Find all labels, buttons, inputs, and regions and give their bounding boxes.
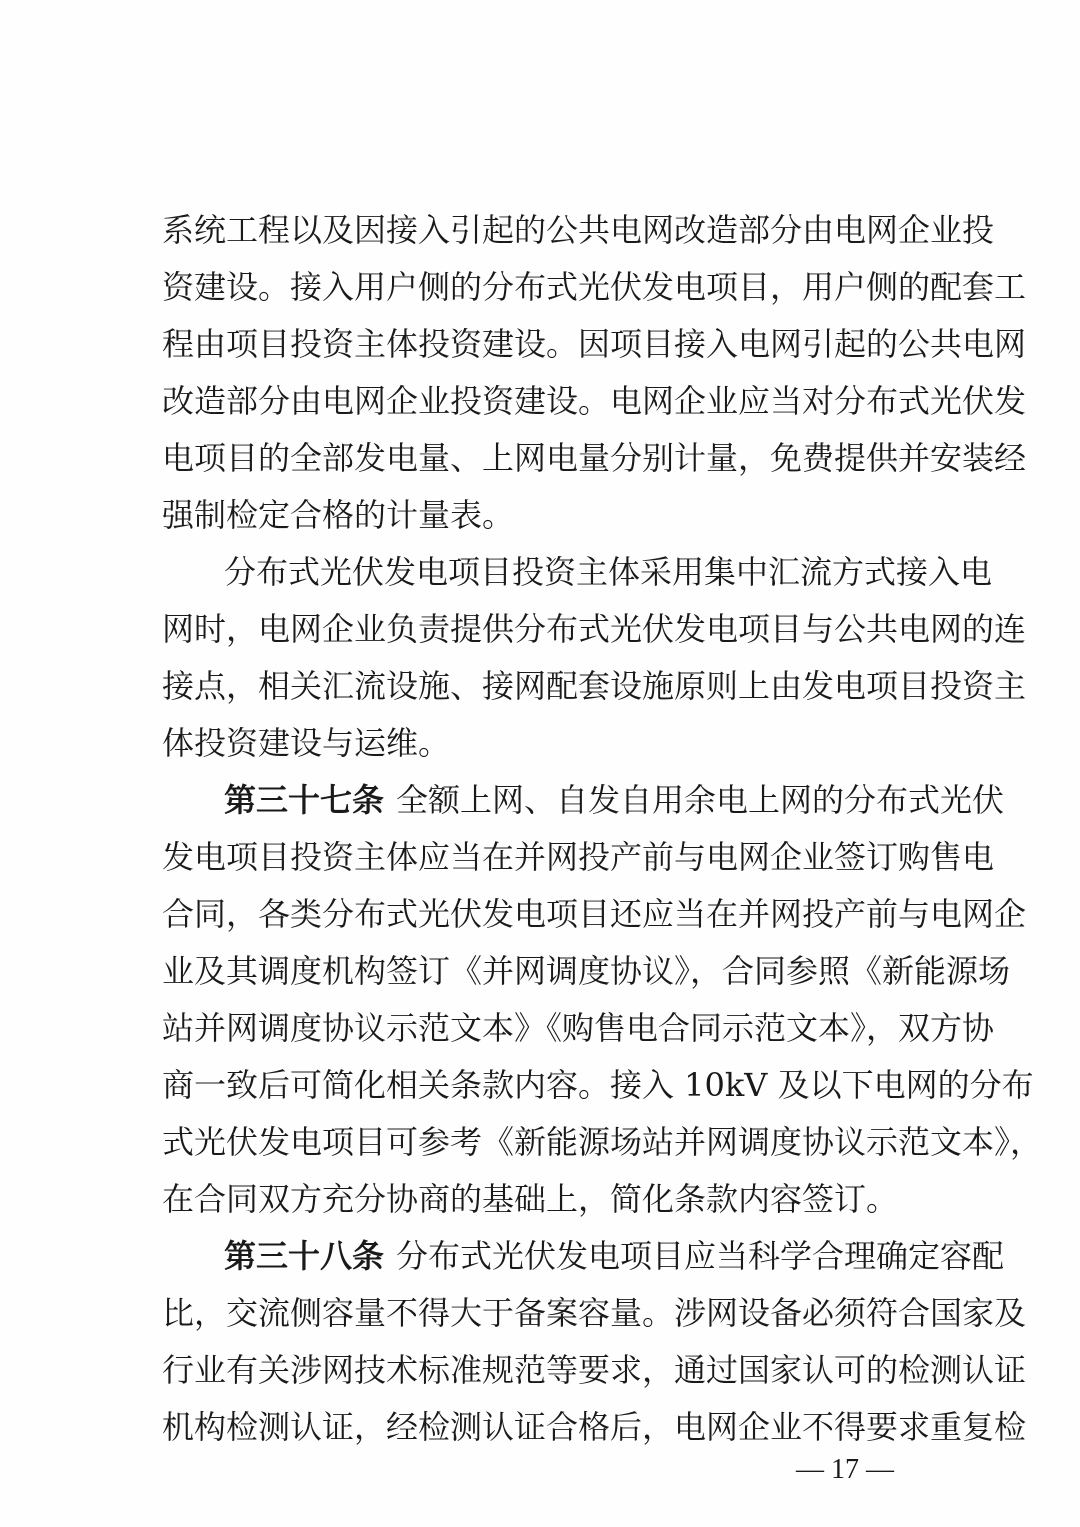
text-line: 机构检测认证，经检测认证合格后，电网企业不得要求重复检 bbox=[162, 1408, 1027, 1446]
text-line: 业及其调度机构签订《并网调度协议》，合同参照《新能源场 bbox=[162, 952, 1011, 990]
paragraph-first-line: 分布式光伏发电项目投资主体采用集中汇流方式接入电 bbox=[224, 553, 993, 591]
text-line: 资建设。接入用户侧的分布式光伏发电项目，用户侧的配套工 bbox=[162, 268, 1027, 306]
text-line: 网时，电网企业负责提供分布式光伏发电项目与公共电网的连 bbox=[162, 610, 1027, 648]
page-number: — 17 — bbox=[796, 1454, 894, 1485]
text-line: 电项目的全部发电量、上网电量分别计量，免费提供并安装经 bbox=[162, 439, 1027, 477]
text-line: 改造部分由电网企业投资建设。电网企业应当对分布式光伏发 bbox=[162, 382, 1027, 420]
text-line: 系统工程以及因接入引起的公共电网改造部分由电网企业投 bbox=[162, 211, 995, 249]
document-body bbox=[162, 202, 1043, 1456]
text-line: 行业有关涉网技术标准规范等要求，通过国家认可的检测认证 bbox=[162, 1351, 1027, 1389]
text-line: 站并网调度协议示范文本》《购售电合同示范文本》，双方协 bbox=[162, 1009, 995, 1047]
article-38-first-line bbox=[162, 1228, 1005, 1285]
article-37-text: 全额上网、自发自用余电上网的分布式光伏 bbox=[396, 781, 1005, 819]
article-37-title: 第三十七条 bbox=[224, 781, 385, 819]
text-line: 强制检定合格的计量表。 bbox=[162, 496, 515, 534]
text-line: 商一致后可简化相关条款内容。接入 10kV 及以下电网的分布 bbox=[162, 1066, 1034, 1104]
text-line: 发电项目投资主体应当在并网投产前与电网企业签订购售电 bbox=[162, 838, 995, 876]
text-line: 合同，各类分布式光伏发电项目还应当在并网投产前与电网企 bbox=[162, 895, 1027, 933]
text-line: 程由项目投资主体投资建设。因项目接入电网引起的公共电网 bbox=[162, 325, 1027, 363]
text-line: 在合同双方充分协商的基础上，简化条款内容签订。 bbox=[162, 1180, 899, 1218]
article-38-title: 第三十八条 bbox=[224, 1237, 385, 1275]
article-38-text: 分布式光伏发电项目应当科学合理确定容配 bbox=[396, 1237, 1005, 1275]
article-37-first-line bbox=[162, 772, 1005, 829]
text-line: 接点，相关汇流设施、接网配套设施原则上由发电项目投资主 bbox=[162, 667, 1027, 705]
text-line: 体投资建设与运维。 bbox=[162, 724, 451, 762]
text-line: 比，交流侧容量不得大于备案容量。涉网设备必须符合国家及 bbox=[162, 1294, 1027, 1332]
text-line: 式光伏发电项目可参考《新能源场站并网调度协议示范文本》， bbox=[162, 1123, 1043, 1161]
